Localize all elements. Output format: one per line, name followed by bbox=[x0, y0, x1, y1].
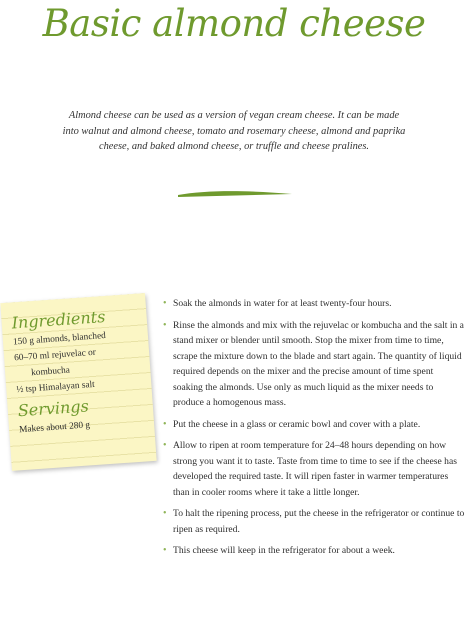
bullet-icon: • bbox=[163, 440, 167, 451]
step-text: This cheese will keep in the refrigerator for about a week. bbox=[173, 545, 395, 556]
ingredients-card bbox=[0, 293, 156, 471]
servings-value: Makes about 280 g bbox=[18, 420, 91, 436]
step-text: Rinse the almonds and mix with the rejuvelac or kombucha and the salt in a stand mixer or blender until smooth. Stop the mixer from time to time, scrape the mixture down to the blade and start again. The quantity of liquid required depends on the mixer and the precise amount of time spent soaking the almonds. Use only as much liquid as the mixer needs to produce a homogenous mass. bbox=[173, 319, 464, 408]
method-steps bbox=[163, 296, 465, 565]
step-item bbox=[163, 318, 465, 411]
step-text: To halt the ripening process, put the cheese in the refrigerator or continue to ripen as required. bbox=[173, 508, 465, 535]
step-text: Allow to ripen at room temperature for 24–48 hours depending on how strong you want it to taste. Taste from time to time to see if the cheese has developed the required taste. It will ripen faster in warmer temperatures than in cooler rooms where it take a little longer. bbox=[173, 440, 457, 498]
bullet-icon: • bbox=[163, 418, 167, 430]
ingredients-heading: Ingredients bbox=[11, 306, 106, 333]
bullet-icon: • bbox=[163, 319, 167, 331]
step-item bbox=[163, 438, 465, 500]
step-item bbox=[163, 296, 465, 312]
step-item bbox=[163, 543, 465, 559]
recipe-title: Basic almond cheese bbox=[42, 2, 426, 45]
servings-heading: Servings bbox=[17, 396, 90, 421]
ingredient-item: 150 g almonds, blanched bbox=[12, 330, 107, 348]
ingredient-item: 60–70 ml rejuvelac or bbox=[13, 347, 97, 364]
bullet-icon: • bbox=[163, 545, 167, 556]
intro-paragraph: Almond cheese can be used as a version of vegan cream cheese. It can be made into walnut and almond cheese, tomato and rosemary cheese, almond and paprika cheese, and baked almond cheese, or truffle and cheese pralines. bbox=[62, 110, 406, 152]
bullet-icon: • bbox=[163, 508, 167, 519]
ingredients-list bbox=[13, 326, 145, 399]
decorative-swash bbox=[176, 188, 294, 200]
step-item bbox=[163, 506, 465, 537]
step-text: Put the cheese in a glass or ceramic bowl and cover with a plate. bbox=[173, 418, 421, 430]
ingredient-item: kombucha bbox=[30, 365, 71, 379]
ingredient-item: ½ tsp Himalayan salt bbox=[16, 379, 96, 396]
step-text: Soak the almonds in water for at least twenty-four hours. bbox=[173, 298, 392, 309]
bullet-icon: • bbox=[163, 298, 167, 309]
step-item bbox=[163, 417, 465, 433]
